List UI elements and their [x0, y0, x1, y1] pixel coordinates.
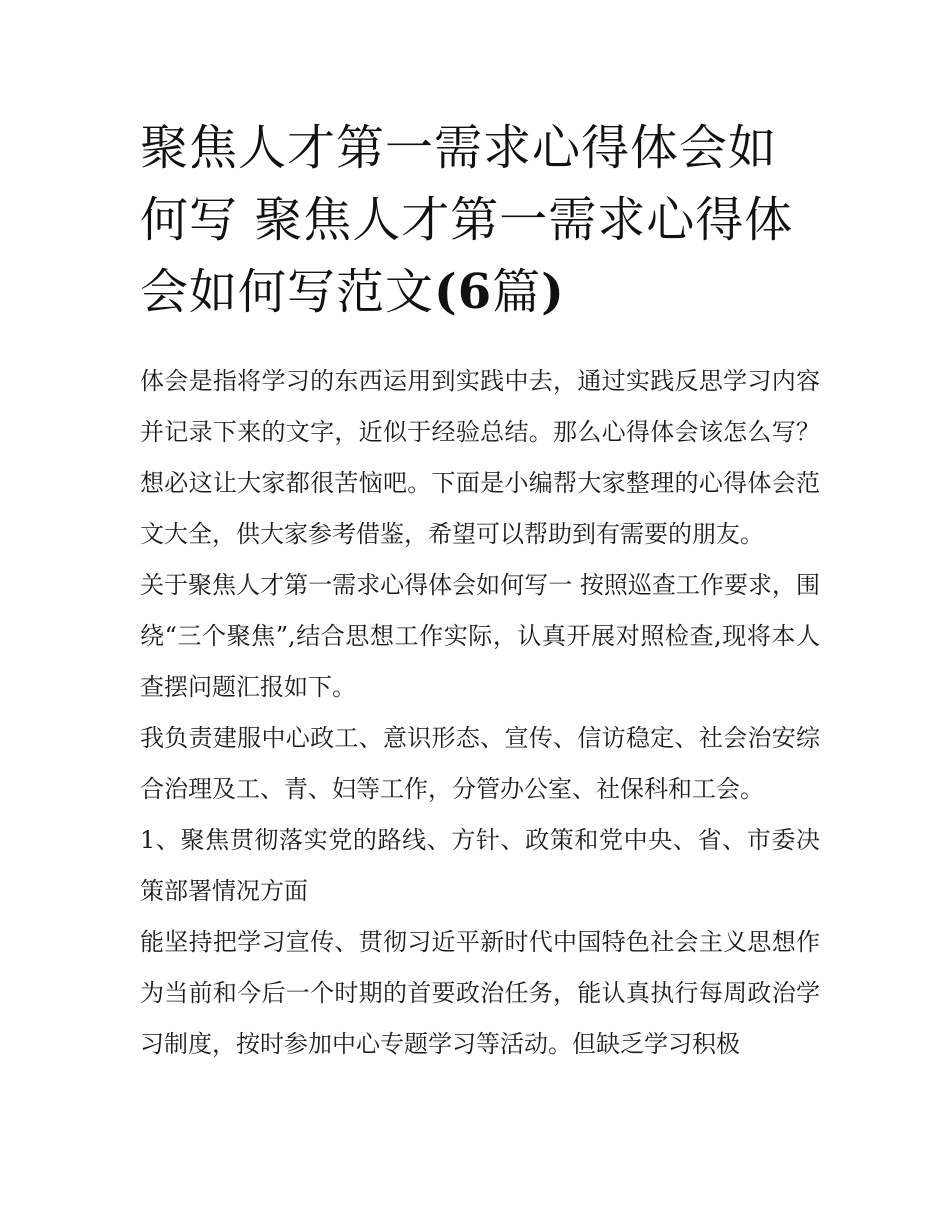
document-body — [140, 356, 820, 1070]
title-latin-run: ) — [541, 264, 565, 320]
document-title: 聚焦人才第一需求心得体会如何写 聚焦人才第一需求心得体会如何写范文(6篇) — [140, 120, 794, 320]
title-latin-run: (6 — [434, 264, 493, 320]
paragraph-study: 能坚持把学习宣传、贯彻习近平新时代中国特色社会主义思想作为当前和今后一个时期的首要政治任务，能认真执行每周政治学习制度，按时参加中心专题学习等活动。但缺乏学习积极 — [140, 928, 820, 1058]
paragraph-heading-1: 1、聚焦贯彻落实党的路线、方针、政策和党中央、省、市委决策部署情况方面 — [140, 826, 820, 905]
paragraph-section-one: 关于聚焦人才第一需求心得体会如何写一 按照巡查工作要求，围绕“三个聚焦”,结合思想工作实际，认真开展对照检查,现将本人查摆问题汇报如下。 — [140, 571, 820, 701]
paragraph-intro: 体会是指将学习的东西运用到实践中去，通过实践反思学习内容并记录下来的文字，近似于经验总结。那么心得体会该怎么写？想必这让大家都很苦恼吧。下面是小编帮大家整理的心得体会范文大全，供大家参考借鉴，希望可以帮助到有需要的朋友。 — [140, 367, 820, 548]
paragraph-responsibilities: 我负责建服中心政工、意识形态、宣传、信访稳定、社会治安综合治理及工、青、妇等工作，分管办公室、社保科和工会。 — [140, 724, 820, 803]
